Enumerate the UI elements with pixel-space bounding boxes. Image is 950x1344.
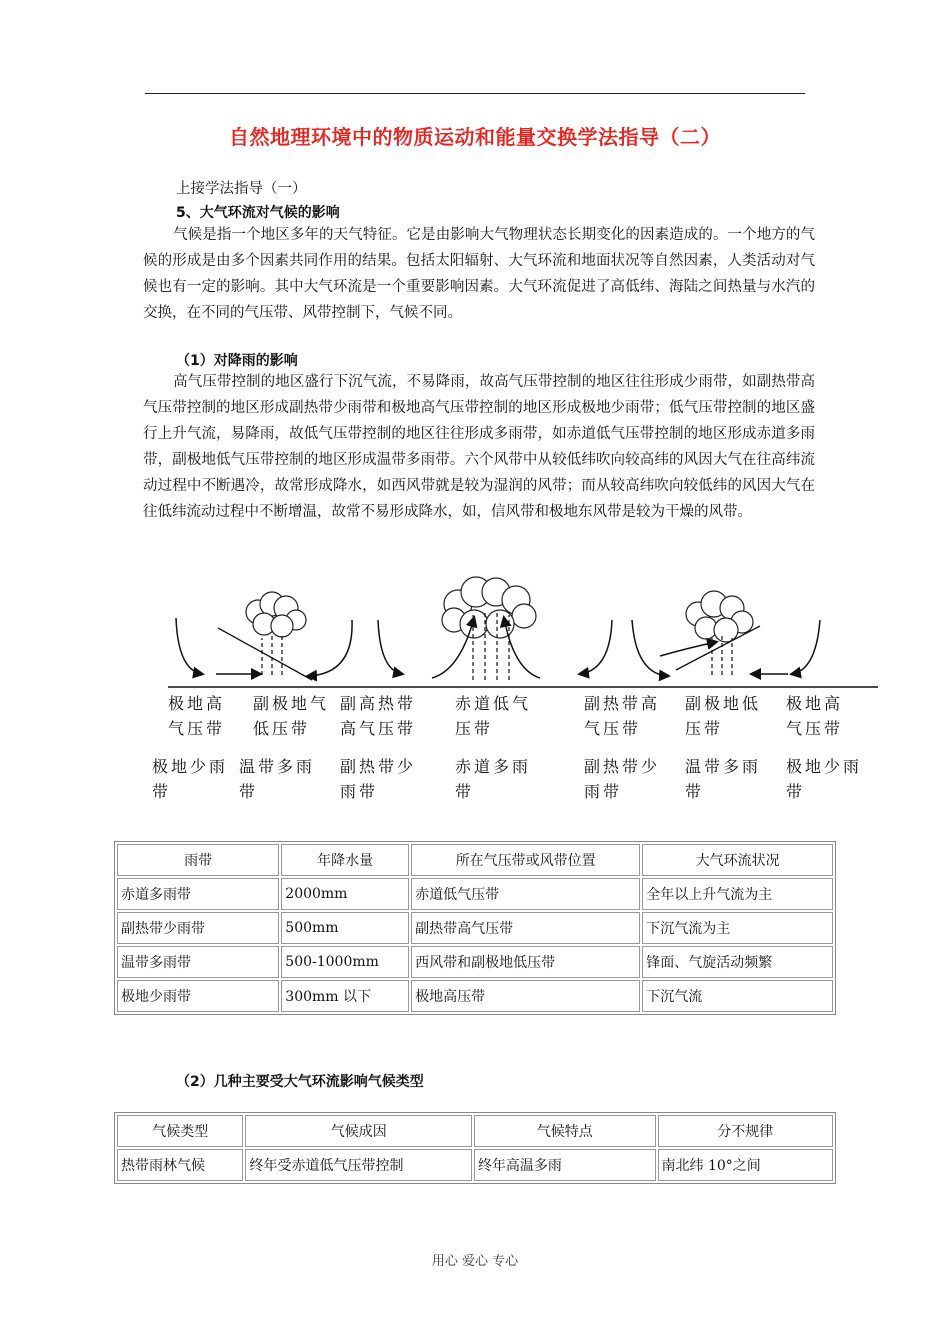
table-header-cell: 所在气压带或风带位置 xyxy=(411,844,640,876)
pressure-label: 极地高 气压带 xyxy=(168,694,226,738)
table-cell: 500mm xyxy=(281,912,409,944)
table-header-cell: 分不规律 xyxy=(658,1115,833,1147)
table-header-cell: 气候类型 xyxy=(117,1115,243,1147)
table-cell: 赤道低气压带 xyxy=(411,878,640,910)
cloud-icon xyxy=(246,592,306,637)
pressure-label: 副极地低 压带 xyxy=(685,694,762,738)
table-cell: 极地高压带 xyxy=(411,980,640,1012)
header-rule xyxy=(145,93,805,94)
pressure-label: 赤道低气 压带 xyxy=(455,694,532,738)
rain-belt-label: 温带多雨 带 xyxy=(685,757,762,801)
rain-belt-label: 温带多雨 带 xyxy=(239,757,316,801)
table-cell: 热带雨林气候 xyxy=(117,1149,243,1181)
section-heading: 5、大气环流对气候的影响 xyxy=(176,205,340,221)
intro-text: 气候是指一个地区多年的天气特征。它是由影响大气物理状态长期变化的因素造成的。一个地方的气候的形成是由多个因素共同作用的结果。包括太阳辐射、大气环流和地面状况等自然因素，人类活动对气候也有一定的影响。其中大气环流是一个重要影响因素。大气环流促进了高低纬、海陆之间热量与水汽的交换，在不同的气压带、风带控制下，气候不同。 xyxy=(143,227,815,321)
climate-type-table xyxy=(114,1112,836,1184)
page-footer: 用心 爱心 专心 xyxy=(431,1254,519,1269)
rain-belt-label: 副热带少 雨带 xyxy=(584,757,661,801)
table-cell: 锋面、气旋活动频繁 xyxy=(642,946,833,978)
table-header-row xyxy=(117,844,833,876)
rain-belt-label: 赤道多雨 带 xyxy=(455,757,532,801)
table-cell: 终年受赤道低气压带控制 xyxy=(245,1149,471,1181)
rain-paragraph xyxy=(143,369,815,525)
document-title: 自然地理环境中的物质运动和能量交换学法指导（二） xyxy=(229,125,721,149)
subtitle: 上接学法指导（一） xyxy=(176,181,307,197)
table-row xyxy=(117,1149,833,1181)
table-row xyxy=(117,946,833,978)
table-cell: 副热带高气压带 xyxy=(411,912,640,944)
table-cell: 终年高温多雨 xyxy=(474,1149,656,1181)
table-cell: 全年以上升气流为主 xyxy=(642,878,833,910)
pressure-label: 副高热带 高气压带 xyxy=(340,694,417,738)
table-header-row xyxy=(117,1115,833,1147)
table-header-cell: 气候特点 xyxy=(474,1115,656,1147)
table-cell: 副热带少雨带 xyxy=(117,912,279,944)
table-header-cell: 年降水量 xyxy=(281,844,409,876)
table-header-cell: 气候成因 xyxy=(245,1115,471,1147)
pressure-label: 副热带高 气压带 xyxy=(584,694,661,738)
table-cell: 南北纬 10°之间 xyxy=(658,1149,833,1181)
table-cell: 温带多雨带 xyxy=(117,946,279,978)
table-row xyxy=(117,878,833,910)
subsection-heading: （1）对降雨的影响 xyxy=(176,353,298,369)
circulation-diagram-graphic xyxy=(140,570,880,690)
subsection-heading: （2）几种主要受大气环流影响气候类型 xyxy=(176,1074,424,1090)
table-header-cell: 雨带 xyxy=(117,844,279,876)
rain-text: 高气压带控制的地区盛行下沉气流，不易降雨，故高气压带控制的地区往往形成少雨带，如副热带高气压带控制的地区形成副热带少雨带和极地高气压带控制的地区形成极地少雨带；低气压带控制的地区盛行上升气流，易降雨，故低气压带控制的地区往往形成多雨带，如赤道低气压带控制的地区形成赤道多雨带，副极地低气压带控制的地区形成温带多雨带。六个风带中从较低纬吹向较高纬的风因大气在往高纬流动过程中不断遇冷，故常形成降水，如西风带就是较为湿润的风带；而从较高纬吹向较低纬的风因大气在往低纬流动过程中不断增温，故常不易形成降水，如，信风带和极地东风带是较为干燥的风带。 xyxy=(143,374,815,520)
rain-belt-label: 极地少雨 带 xyxy=(152,757,229,801)
rain-belt-table xyxy=(114,841,836,1015)
rain-belt-label: 副热带少 雨带 xyxy=(340,757,417,801)
table-header-cell: 大气环流状况 xyxy=(642,844,833,876)
table-cell: 西风带和副极地低压带 xyxy=(411,946,640,978)
table-cell: 极地少雨带 xyxy=(117,980,279,1012)
table-cell: 2000mm xyxy=(281,878,409,910)
pressure-label: 副极地气 低压带 xyxy=(253,694,330,738)
cloud-icon xyxy=(442,577,536,638)
pressure-label: 极地高 气压带 xyxy=(786,694,844,738)
table-row xyxy=(117,980,833,1012)
table-cell: 赤道多雨带 xyxy=(117,878,279,910)
circulation-diagram xyxy=(140,570,880,810)
table-cell: 300mm 以下 xyxy=(281,980,409,1012)
table-row xyxy=(117,912,833,944)
table-cell: 下沉气流为主 xyxy=(642,912,833,944)
table-cell: 下沉气流 xyxy=(642,980,833,1012)
table-cell: 500-1000mm xyxy=(281,946,409,978)
rain-belt-label: 极地少雨 带 xyxy=(786,757,863,801)
intro-paragraph xyxy=(143,222,815,326)
